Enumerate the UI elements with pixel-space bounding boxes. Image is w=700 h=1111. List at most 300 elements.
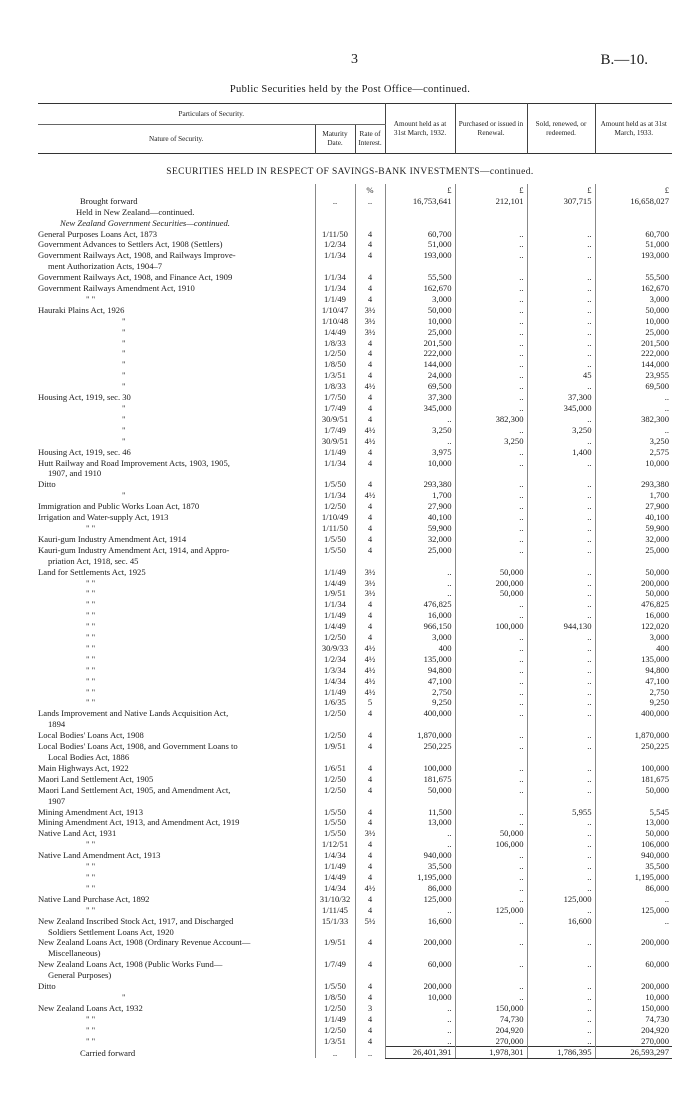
interest-rate: 3½ <box>355 827 385 838</box>
held-1932: 400 <box>385 642 455 653</box>
maturity-date: 1/11/50 <box>315 228 355 239</box>
purchased: .. <box>455 609 527 620</box>
held-1933: 60,000 <box>595 958 672 969</box>
table-row <box>38 882 672 893</box>
interest-rate: 4½ <box>355 882 385 893</box>
held-1932: .. <box>385 827 455 838</box>
table-row <box>38 249 672 260</box>
purchased: .. <box>455 424 527 435</box>
held-1932: .. <box>385 566 455 577</box>
maturity-date: 1/8/50 <box>315 359 355 370</box>
sold <box>527 969 595 980</box>
table-row <box>38 784 672 795</box>
sold: .. <box>527 642 595 653</box>
interest-rate: 4 <box>355 359 385 370</box>
held-1933: 5,545 <box>595 806 672 817</box>
maturity-date: 1/1/49 <box>315 686 355 697</box>
held-1933: 47,100 <box>595 675 672 686</box>
held-1933: 144,000 <box>595 359 672 370</box>
maturity-date <box>315 926 355 937</box>
held-1933: 26,593,297 <box>595 1046 672 1058</box>
maturity-date: 31/10/32 <box>315 893 355 904</box>
sold: .. <box>527 882 595 893</box>
table-row <box>38 239 672 250</box>
held-1932-header: Amount held as at 31st March, 1932. <box>385 104 455 154</box>
purchased: .. <box>455 326 527 337</box>
maturity-date: 1/8/50 <box>315 991 355 1002</box>
maturity-date: 1/7/49 <box>315 402 355 413</box>
interest-rate <box>355 260 385 271</box>
sold <box>527 718 595 729</box>
table-row <box>38 947 672 958</box>
security-name: " <box>122 337 126 348</box>
table-row <box>38 751 672 762</box>
maturity-date: 1/2/50 <box>315 500 355 511</box>
sold: .. <box>527 228 595 239</box>
held-1933: 50,000 <box>595 304 672 315</box>
security-name: Soldiers Settlement Loans Act, 1920 <box>48 926 174 937</box>
purchased: .. <box>455 697 527 708</box>
security-name: New Zealand Loans Act, 1908 (Public Works Fund— <box>38 959 223 970</box>
held-1933: 122,020 <box>595 620 672 631</box>
table-row <box>38 871 672 882</box>
held-1932: 293,380 <box>385 478 455 489</box>
held-1933: .. <box>595 893 672 904</box>
nature-header: Nature of Security. <box>149 134 204 143</box>
sold: .. <box>527 326 595 337</box>
table-row <box>38 588 672 599</box>
maturity-date: 30/9/33 <box>315 642 355 653</box>
sold: .. <box>527 337 595 348</box>
held-1933 <box>595 468 672 479</box>
held-1933: 125,000 <box>595 904 672 915</box>
maturity-date: .. <box>315 1046 355 1058</box>
sold: .. <box>527 533 595 544</box>
held-1932: 37,300 <box>385 391 455 402</box>
purchased <box>455 718 527 729</box>
held-1933 <box>595 969 672 980</box>
held-1932: 10,000 <box>385 991 455 1002</box>
page-title: Public Securities held by the Post Office—continued. <box>229 84 471 95</box>
rate-header: Rate of Interest. <box>355 125 385 154</box>
interest-rate: 4 <box>355 958 385 969</box>
purchased: .. <box>455 359 527 370</box>
sold: 5,955 <box>527 806 595 817</box>
sold: 16,600 <box>527 915 595 926</box>
held-1932: 200,000 <box>385 937 455 948</box>
interest-rate <box>355 926 385 937</box>
sold: .. <box>527 991 595 1002</box>
purchased: .. <box>455 740 527 751</box>
security-name: " " <box>86 522 96 533</box>
held-1932: .. <box>385 1024 455 1035</box>
table-row <box>38 609 672 620</box>
purchased: 150,000 <box>455 1002 527 1013</box>
maturity-date: 1/3/51 <box>315 369 355 380</box>
table-row <box>38 282 672 293</box>
purchased: .. <box>455 315 527 326</box>
interest-rate: 4 <box>355 806 385 817</box>
sold <box>527 555 595 566</box>
table-row <box>38 293 672 304</box>
purchased: .. <box>455 664 527 675</box>
interest-rate: 4 <box>355 729 385 740</box>
interest-rate <box>355 217 385 228</box>
sold: 1,786,395 <box>527 1046 595 1058</box>
held-1932: 26,401,391 <box>385 1046 455 1058</box>
interest-rate: 4 <box>355 446 385 457</box>
held-1932: 27,900 <box>385 500 455 511</box>
sold: .. <box>527 435 595 446</box>
sold: .. <box>527 380 595 391</box>
security-name: Land for Settlements Act, 1925 <box>38 566 146 577</box>
held-1933: 23,955 <box>595 369 672 380</box>
column-header <box>38 103 672 154</box>
interest-rate: 4 <box>355 740 385 751</box>
maturity-date <box>315 206 355 217</box>
held-1932: 32,000 <box>385 533 455 544</box>
security-name: Native Land Act, 1931 <box>38 828 117 839</box>
table-row <box>38 446 672 457</box>
security-name: Miscellaneous) <box>48 948 101 959</box>
maturity-date: 1/4/49 <box>315 326 355 337</box>
held-1932: 476,825 <box>385 598 455 609</box>
maturity-date <box>315 947 355 958</box>
sold: .. <box>527 500 595 511</box>
held-1933: 222,000 <box>595 348 672 359</box>
held-1933: 382,300 <box>595 413 672 424</box>
held-1932: 16,753,641 <box>385 195 455 206</box>
purchased: .. <box>455 980 527 991</box>
maturity-date: 1/3/51 <box>315 1035 355 1046</box>
sold: .. <box>527 817 595 828</box>
held-1933: 940,000 <box>595 849 672 860</box>
table-row <box>38 958 672 969</box>
security-name: Mining Amendment Act, 1913, and Amendment Act, 1919 <box>38 817 240 828</box>
held-1933: 16,658,027 <box>595 195 672 206</box>
security-name: " <box>122 435 126 446</box>
purchased: .. <box>455 958 527 969</box>
maturity-date: 1/3/34 <box>315 664 355 675</box>
held-1933: 1,870,000 <box>595 729 672 740</box>
held-1932: 40,100 <box>385 511 455 522</box>
sold: .. <box>527 838 595 849</box>
held-1933 <box>595 751 672 762</box>
sold: .. <box>527 566 595 577</box>
maturity-date: 1/6/35 <box>315 697 355 708</box>
held-1932: 3,000 <box>385 631 455 642</box>
security-name: " " <box>86 839 96 850</box>
sold: 37,300 <box>527 391 595 402</box>
held-1932: 3,250 <box>385 424 455 435</box>
interest-rate: 4 <box>355 544 385 555</box>
held-1932: 69,500 <box>385 380 455 391</box>
held-1932 <box>385 260 455 271</box>
held-1932: 2,750 <box>385 686 455 697</box>
interest-rate: 4 <box>355 522 385 533</box>
maturity-date: 1/5/50 <box>315 980 355 991</box>
held-1932: 193,000 <box>385 249 455 260</box>
maturity-date: 1/2/50 <box>315 1024 355 1035</box>
purchased: 125,000 <box>455 904 527 915</box>
security-name: Hauraki Plains Act, 1926 <box>38 304 125 315</box>
held-1933 <box>595 217 672 228</box>
held-1933: 27,900 <box>595 500 672 511</box>
held-1933: 270,000 <box>595 1035 672 1046</box>
maturity-date: 1/9/51 <box>315 937 355 948</box>
sold: .. <box>527 762 595 773</box>
table-row <box>38 937 672 948</box>
table-row <box>38 1002 672 1013</box>
held-1932: 345,000 <box>385 402 455 413</box>
security-name: " " <box>86 882 96 893</box>
security-name: Ditto <box>38 479 56 490</box>
maturity-date: 1/4/49 <box>315 871 355 882</box>
held-1932: .. <box>385 588 455 599</box>
amount-unit: £ <box>595 184 672 195</box>
purchased: 212,101 <box>455 195 527 206</box>
sold: .. <box>527 544 595 555</box>
sold: .. <box>527 1002 595 1013</box>
table-row <box>38 620 672 631</box>
held-1933: .. <box>595 391 672 402</box>
security-name: Housing Act, 1919, sec. 46 <box>38 446 131 457</box>
purchased: .. <box>455 653 527 664</box>
sold: .. <box>527 271 595 282</box>
purchased: .. <box>455 402 527 413</box>
security-name: Kauri-gum Industry Amendment Act, 1914, and Appro- <box>38 544 230 555</box>
sold: .. <box>527 457 595 468</box>
held-1933: 55,500 <box>595 271 672 282</box>
sold <box>527 206 595 217</box>
units-row <box>38 184 672 195</box>
sold: .. <box>527 315 595 326</box>
document-reference: B.—10. <box>600 52 648 68</box>
purchased: .. <box>455 249 527 260</box>
held-1932: 13,000 <box>385 817 455 828</box>
purchased: .. <box>455 598 527 609</box>
table-row <box>38 631 672 642</box>
table-row <box>38 860 672 871</box>
interest-rate: 4 <box>355 1035 385 1046</box>
sold <box>527 751 595 762</box>
purchased <box>455 947 527 958</box>
held-1933: 400 <box>595 642 672 653</box>
section-title: SECURITIES HELD IN RESPECT OF SAVINGS-BANK INVESTMENTS—continued. <box>166 167 534 177</box>
held-1932: 1,195,000 <box>385 871 455 882</box>
held-1933: 69,500 <box>595 380 672 391</box>
sold: 944,130 <box>527 620 595 631</box>
held-1932 <box>385 555 455 566</box>
purchased: .. <box>455 544 527 555</box>
security-name: " <box>122 370 126 381</box>
held-1932 <box>385 947 455 958</box>
held-1932: 3,975 <box>385 446 455 457</box>
table-row <box>38 718 672 729</box>
purchased: .. <box>455 391 527 402</box>
held-1933 <box>595 926 672 937</box>
interest-rate: 4 <box>355 620 385 631</box>
interest-rate <box>355 969 385 980</box>
purchased: .. <box>455 817 527 828</box>
held-1932: 222,000 <box>385 348 455 359</box>
maturity-date: 1/4/34 <box>315 675 355 686</box>
held-1933: 3,000 <box>595 631 672 642</box>
maturity-date: 1/11/50 <box>315 522 355 533</box>
interest-rate: 4 <box>355 991 385 1002</box>
security-name: Government Railways Act, 1908, and Finance Act, 1909 <box>38 272 233 283</box>
security-name: 1907 <box>48 795 66 806</box>
held-1932 <box>385 468 455 479</box>
table-row <box>38 729 672 740</box>
held-1933 <box>595 260 672 271</box>
table-row <box>38 555 672 566</box>
sold <box>527 217 595 228</box>
interest-rate: 3½ <box>355 566 385 577</box>
interest-rate: 4½ <box>355 653 385 664</box>
purchased <box>455 206 527 217</box>
interest-rate: 4 <box>355 271 385 282</box>
held-1933 <box>595 555 672 566</box>
held-1932: 200,000 <box>385 980 455 991</box>
sold: 3,250 <box>527 424 595 435</box>
sold: .. <box>527 675 595 686</box>
held-1932: 50,000 <box>385 304 455 315</box>
security-name: General Purposes) <box>48 970 112 981</box>
interest-rate: 4 <box>355 708 385 719</box>
purchased: .. <box>455 511 527 522</box>
maturity-date: 1/7/49 <box>315 424 355 435</box>
held-1933 <box>595 795 672 806</box>
held-1933: 193,000 <box>595 249 672 260</box>
maturity-date: 1/1/34 <box>315 271 355 282</box>
security-name: Maori Land Settlement Act, 1905, and Amendment Act, <box>38 784 231 795</box>
held-1932: 50,000 <box>385 784 455 795</box>
interest-rate <box>355 795 385 806</box>
maturity-date: 1/1/49 <box>315 293 355 304</box>
purchased: 50,000 <box>455 566 527 577</box>
security-name: " <box>122 326 126 337</box>
table-row <box>38 500 672 511</box>
interest-rate: 3 <box>355 1002 385 1013</box>
maturity-date <box>315 468 355 479</box>
table-row <box>38 849 672 860</box>
held-1932: .. <box>385 838 455 849</box>
table-row <box>38 337 672 348</box>
table-row <box>38 391 672 402</box>
held-1932: 966,150 <box>385 620 455 631</box>
sold: .. <box>527 773 595 784</box>
sold: .. <box>527 413 595 424</box>
held-1933: .. <box>595 915 672 926</box>
interest-rate <box>355 947 385 958</box>
table-row <box>38 457 672 468</box>
purchased: 200,000 <box>455 577 527 588</box>
held-1932 <box>385 751 455 762</box>
purchased: .. <box>455 806 527 817</box>
maturity-date: 1/5/50 <box>315 817 355 828</box>
sold: .. <box>527 708 595 719</box>
sold: .. <box>527 664 595 675</box>
sold: .. <box>527 1035 595 1046</box>
maturity-date: 1/2/50 <box>315 729 355 740</box>
maturity-date: 15/1/33 <box>315 915 355 926</box>
interest-rate: 4½ <box>355 642 385 653</box>
security-name: " <box>122 403 126 414</box>
purchased: .. <box>455 991 527 1002</box>
held-1933: 250,225 <box>595 740 672 751</box>
table-row <box>38 304 672 315</box>
sold: .. <box>527 827 595 838</box>
purchased: .. <box>455 729 527 740</box>
maturity-date: 1/5/50 <box>315 806 355 817</box>
security-name: Brought forward <box>80 195 138 206</box>
maturity-date: 1/2/34 <box>315 653 355 664</box>
held-1932: .. <box>385 1035 455 1046</box>
purchased: 382,300 <box>455 413 527 424</box>
held-1933: 51,000 <box>595 239 672 250</box>
sold: 45 <box>527 369 595 380</box>
held-1933: 35,500 <box>595 860 672 871</box>
sold: .. <box>527 740 595 751</box>
maturity-date: 1/2/50 <box>315 1002 355 1013</box>
table-row <box>38 893 672 904</box>
table-row <box>38 544 672 555</box>
interest-rate: 4 <box>355 348 385 359</box>
table-row <box>38 653 672 664</box>
held-1932: 16,000 <box>385 609 455 620</box>
maturity-date: 1/9/51 <box>315 588 355 599</box>
table-row <box>38 402 672 413</box>
sold: .. <box>527 598 595 609</box>
security-name: " " <box>86 675 96 686</box>
purchased: .. <box>455 522 527 533</box>
interest-rate: 4 <box>355 228 385 239</box>
held-1932: 1,700 <box>385 489 455 500</box>
sold: .. <box>527 631 595 642</box>
security-name: " " <box>86 588 96 599</box>
maturity-date: 1/2/34 <box>315 239 355 250</box>
interest-rate: .. <box>355 1046 385 1058</box>
purchased: .. <box>455 369 527 380</box>
sold: .. <box>527 239 595 250</box>
maturity-date <box>315 718 355 729</box>
security-name: Native Land Amendment Act, 1913 <box>38 850 161 861</box>
interest-rate <box>355 718 385 729</box>
held-1933: 200,000 <box>595 980 672 991</box>
held-1933: 3,250 <box>595 435 672 446</box>
security-name: " " <box>86 293 96 304</box>
purchased: .. <box>455 533 527 544</box>
purchased: .. <box>455 871 527 882</box>
security-name: " " <box>86 697 96 708</box>
sold: .. <box>527 522 595 533</box>
held-1932: 181,675 <box>385 773 455 784</box>
purchased <box>455 795 527 806</box>
held-1933: 293,380 <box>595 478 672 489</box>
maturity-date: 1/1/34 <box>315 249 355 260</box>
sold <box>527 260 595 271</box>
interest-rate: 4 <box>355 609 385 620</box>
security-name: " " <box>86 621 96 632</box>
held-1933: 50,000 <box>595 827 672 838</box>
held-1933 <box>595 206 672 217</box>
interest-rate: 4 <box>355 533 385 544</box>
interest-rate: 4½ <box>355 424 385 435</box>
interest-rate: 4 <box>355 239 385 250</box>
sold: .. <box>527 249 595 260</box>
held-1932: 25,000 <box>385 544 455 555</box>
